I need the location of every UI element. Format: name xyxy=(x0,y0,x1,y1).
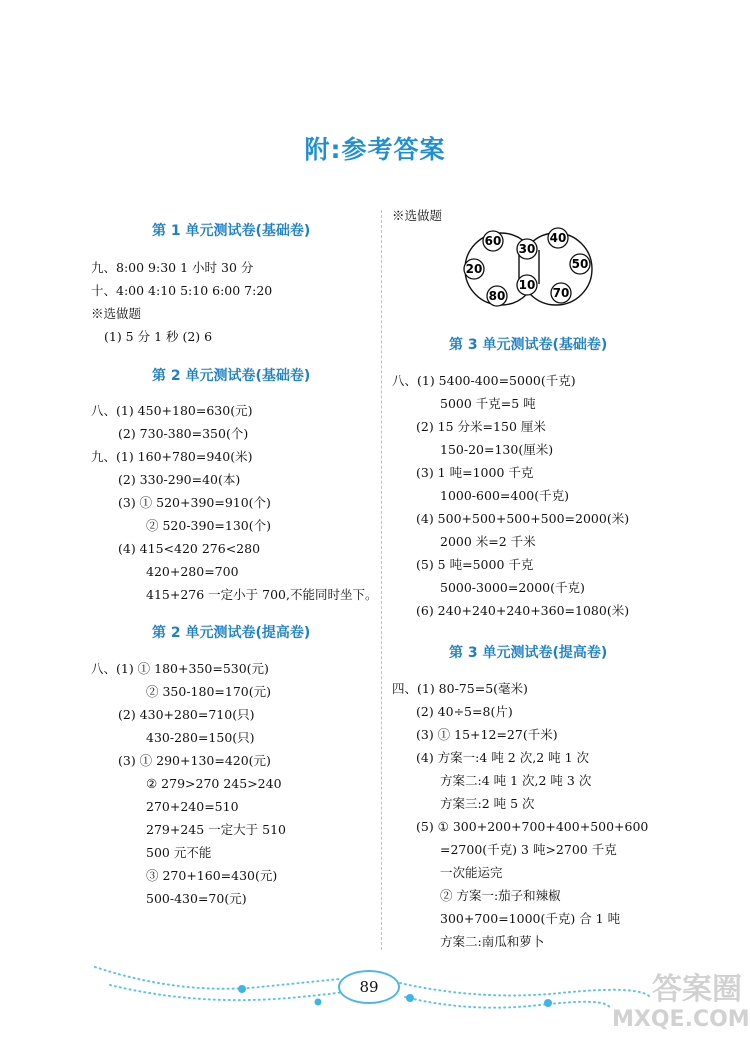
answer-line: 八、(1) 5400-400=5000(千克) xyxy=(392,373,576,388)
answer-line: (3) ① 15+12=27(千米) xyxy=(416,727,558,742)
svg-text:60: 60 xyxy=(484,234,502,248)
answer-line: 415+276 一定小于 700,不能同时坐下。 xyxy=(146,587,378,602)
answer-line: (4) 500+500+500+500=2000(米) xyxy=(416,511,630,526)
circle-10 xyxy=(517,275,537,295)
answer-line: 500-430=70(元) xyxy=(146,891,247,906)
answer-line: (3) ① 520+390=910(个) xyxy=(118,495,271,510)
answer-line: 430-280=150(只) xyxy=(146,730,255,745)
circle-60 xyxy=(483,231,503,251)
circle-20 xyxy=(464,259,484,279)
answer-line: 方案二:南瓜和萝卜 xyxy=(440,934,545,949)
answer-line: 300+700=1000(千克) 合 1 吨 xyxy=(440,911,621,926)
answer-line: 279+245 一定大于 510 xyxy=(146,822,286,837)
column-divider xyxy=(381,210,382,950)
page-number: 89 xyxy=(338,970,400,1004)
watermark-text-bottom: MXQE.COM xyxy=(612,1007,750,1032)
circle-80 xyxy=(487,286,507,306)
answer-line: (5) ① 300+200+700+400+500+600 xyxy=(416,819,649,834)
answer-line: 方案二:4 吨 1 次,2 吨 3 次 xyxy=(440,773,592,788)
answer-line: 5000-3000=2000(千克) xyxy=(440,580,585,595)
answer-line: 九、(1) 160+780=940(米) xyxy=(91,449,253,464)
circle-70 xyxy=(551,283,571,303)
answer-line: 九、8:00 9:30 1 小时 30 分 xyxy=(91,260,254,275)
section-heading-unit2-advanced: 第 2 单元测试卷(提高卷) xyxy=(152,625,311,641)
answer-line: 420+280=700 xyxy=(146,564,239,579)
section-heading-unit2-basic: 第 2 单元测试卷(基础卷) xyxy=(152,368,311,384)
answer-line: (4) 415<420 276<280 xyxy=(118,541,261,556)
svg-text:40: 40 xyxy=(549,231,567,245)
section-heading-unit3-basic: 第 3 单元测试卷(基础卷) xyxy=(449,337,608,353)
answer-line: 5000 千克=5 吨 xyxy=(440,396,536,411)
circle-30 xyxy=(517,239,537,259)
section-heading-unit1-basic: 第 1 单元测试卷(基础卷) xyxy=(152,223,311,239)
answer-line: 十、4:00 4:10 5:10 6:00 7:20 xyxy=(91,283,273,298)
svg-text:20: 20 xyxy=(465,262,483,276)
svg-text:50: 50 xyxy=(571,257,589,271)
svg-text:30: 30 xyxy=(518,242,536,256)
answer-line: ③ 270+160=430(元) xyxy=(146,868,278,883)
svg-text:80: 80 xyxy=(488,289,506,303)
svg-text:70: 70 xyxy=(552,286,570,300)
answer-line: (6) 240+240+240+360=1080(米) xyxy=(416,603,630,618)
answer-line: (2) 40÷5=8(片) xyxy=(416,704,513,719)
answer-line: (3) 1 吨=1000 千克 xyxy=(416,465,534,480)
answer-line: (2) 15 分米=150 厘米 xyxy=(416,419,546,434)
circle-number-diagram xyxy=(458,222,598,322)
answer-line: (4) 方案一:4 吨 2 次,2 吨 1 次 xyxy=(416,750,590,765)
svg-text:10: 10 xyxy=(518,278,536,292)
answer-line: ② 方案一:茄子和辣椒 xyxy=(440,888,561,903)
answer-line: 2000 米=2 千米 xyxy=(440,534,536,549)
answer-line: 1000-600=400(千克) xyxy=(440,488,569,503)
answer-line: =2700(千克) 3 吨>2700 千克 xyxy=(440,842,617,857)
answer-line: 150-20=130(厘米) xyxy=(440,442,554,457)
answer-line: 八、(1) 450+180=630(元) xyxy=(91,403,253,418)
answer-line: (2) 730-380=350(个) xyxy=(118,426,249,441)
answer-line: (2) 330-290=40(本) xyxy=(118,472,241,487)
answer-line: (2) 430+280=710(只) xyxy=(118,707,255,722)
circle-50 xyxy=(570,254,590,274)
optional-label: ※选做题 xyxy=(91,306,142,321)
answer-line: 八、(1) ① 180+350=530(元) xyxy=(91,661,269,676)
answer-line: (1) 5 分 1 秒 (2) 6 xyxy=(104,329,213,344)
answer-line: 四、(1) 80-75=5(毫米) xyxy=(392,681,528,696)
section-heading-unit3-advanced: 第 3 单元测试卷(提高卷) xyxy=(449,645,608,661)
watermark-text-top: 答案圈 xyxy=(652,972,742,1007)
watermark-logo xyxy=(612,972,750,1038)
answer-line: 500 元不能 xyxy=(146,845,212,860)
answer-line: (3) ① 290+130=420(元) xyxy=(118,753,271,768)
answer-line: 方案三:2 吨 5 次 xyxy=(440,796,535,811)
answer-line: ② 350-180=170(元) xyxy=(146,684,272,699)
circle-40 xyxy=(548,228,568,248)
answer-line: ② 279>270 245>240 xyxy=(146,776,282,791)
optional-label: ※选做题 xyxy=(392,208,443,223)
page-title: 附:参考答案 xyxy=(304,135,446,164)
answer-line: (5) 5 吨=5000 千克 xyxy=(416,557,534,572)
answer-line: 一次能运完 xyxy=(440,865,503,880)
answer-line: 270+240=510 xyxy=(146,799,239,814)
answer-line: ② 520-390=130(个) xyxy=(146,518,272,533)
